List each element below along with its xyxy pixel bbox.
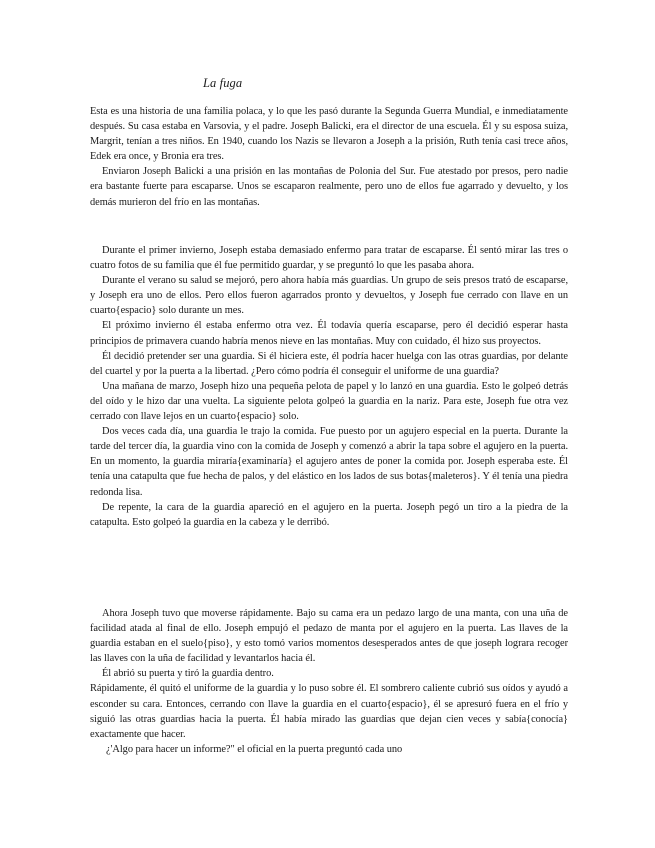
paragraph: ¿'Algo para hacer un informe?" el oficial en la puerta preguntó cada uno: [106, 743, 403, 755]
paragraph: Durante el primer invierno, Joseph estaba demasiado enfermo para tratar de escaparse. Él sentó mirar las tres o cuatro fotos de su familia que él fue permitido guardar, y se preguntó lo que les pasaba ahora.: [90, 245, 568, 272]
paragraph: Una mañana de marzo, Joseph hizo una pequeña pelota de papel y lo lanzó en una guardia. Esto le golpeó detrás del oído y le hizo dar una vuelta. La siguiente pelota golpeó la guardia en la nariz. Para este, Joseph fue otra vez cerrado con llave lejos en un cuarto{espacio} solo.: [90, 380, 568, 423]
paragraph: Enviaron Joseph Balicki a una prisión en las montañas de Polonia del Sur. Fue atestado por presos, pero nadie era bastante fuerte para escaparse. Unos se escaparon realmente, pero uno de ellos fue agarrado y devuelto, y los demás murieron del frío en las montañas.: [90, 166, 568, 208]
paragraph: Dos veces cada día, una guardia le trajo la comida. Fue puesto por un agujero especial en la puerta. Durante la tarde del tercer día, la guardia vino con la comida de Joseph y comenzó a abrir la tapa sobre el agujero en la puerta. En un momento, la guardia miraría{examinaría} el agujero antes de poner la comida por. Joseph esperaba este. Él tenía una catapulta que fue hecha de palos, y del elástico en los lados de sus botas{maleteros}. Y él tenía una piedra redonda lisa.: [90, 426, 568, 498]
paragraph: De repente, la cara de la guardia apareció en el agujero en la puerta. Joseph pegó un tiro a la piedra de la catapulta. Esto golpeó la guardia en la cabeza y le derribó.: [90, 501, 568, 528]
paragraph: Durante el verano su salud se mejoró, pero ahora había más guardias. Un grupo de seis presos trató de escaparse, y Joseph era uno de ellos. Pero ellos fueron agarrados pronto y devueltos, y Joseph fue cerrado con llave en un cuarto{espacio} solo durante un mes.: [90, 275, 568, 317]
paragraph: Esta es una historia de una familia polaca, y lo que les pasó durante la Segunda Guerra Mundial, e inmediatamente después. Su casa estaba en Varsovia, y el padre. Joseph Balicki, era el director de una escuela. Él y su esposa suiza, Margrit, tenían a tres niños. En 1940, cuando los Nazis se llevaron a Joseph a la prisión, Ruth tenía casi trece años, Edek era once, y Bronia era tres.: [90, 106, 568, 163]
section-3: [90, 606, 568, 757]
document-title: La fuga: [203, 76, 243, 90]
section-2: [90, 243, 568, 530]
paragraph: Él abrió su puerta y tiró la guardia dentro.: [102, 668, 274, 680]
paragraph: Él decidió pretender ser una guardia. Si él hiciera este, él podría hacer huelga con las otras guardias, por delante del cuartel y por la puerta a la libertad. ¿Pero cómo podría él conseguir el uniforme de una guardia?: [90, 350, 568, 377]
paragraph: El próximo invierno él estaba enfermo otra vez. Él todavía quería escaparse, pero él decidió esperar hasta principios de primavera cuando habría menos nieve en las montañas. Muy con cuidado, él hizo sus proyectos.: [90, 320, 568, 347]
paragraph: Ahora Joseph tuvo que moverse rápidamente. Bajo su cama era un pedazo largo de una manta, con una uña de facilidad atada al final de ello. Joseph empujó el pedazo de manta por el agujero en la puerta. Las llaves de la guardia estaban en el suelo{piso}, y esto tomó varios momentos desesperados antes de que joseph lograra recoger las llaves con la uña de facilidad y levantarlos hacia él.: [90, 608, 568, 665]
section-1: [90, 104, 568, 210]
paragraph: Rápidamente, él quitó el uniforme de la guardia y lo puso sobre él. El sombrero caliente cubrió sus oídos y ayudó a esconder su cara. Entonces, cerrando con llave la guardia en el cuarto{espacio}, él se apresuró fuera en el frío y siguió las otras guardias hacia la puerta. Él había mirado las guardias que dejan cien veces y sabía{conocía} exactamente que hacer.: [90, 683, 568, 740]
